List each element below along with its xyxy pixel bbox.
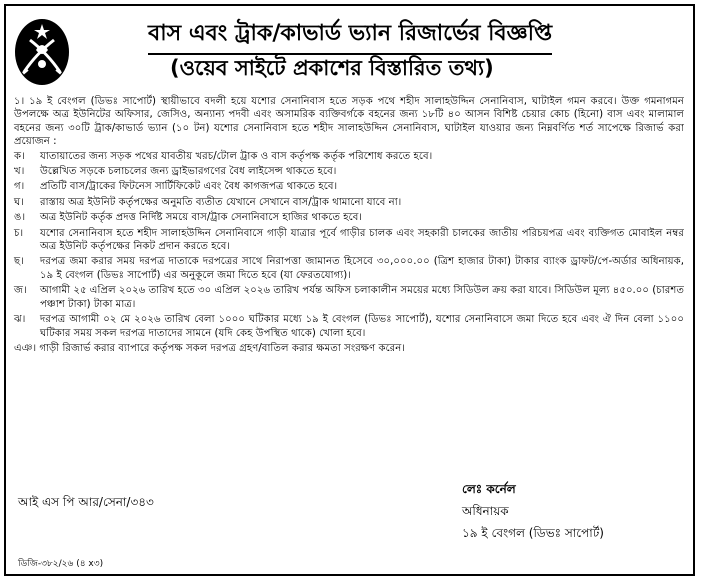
condition-text: অত্র ইউনিট কর্তৃক প্রদত্ত নির্দিষ্ট সময়ে বাস/ট্রাক সেনানিবাসে হাজির থাকতে হবে। bbox=[40, 212, 363, 224]
signatory-rank: লেঃ কর্নেল bbox=[462, 482, 516, 496]
condition-item bbox=[14, 227, 684, 254]
condition-item bbox=[14, 196, 684, 209]
signatory-designation: অধিনায়ক bbox=[462, 504, 509, 518]
signature-block bbox=[462, 478, 604, 544]
condition-label: ঝ। bbox=[14, 314, 26, 326]
condition-label: ক। bbox=[14, 150, 25, 162]
condition-text: যাতায়াতের জন্য সড়ক পথের যাবতীয় খরচ/টোল ট্রাক ও বাস কর্তৃপক্ষ কর্তৃক পরিশোধ করতে হবে। bbox=[40, 150, 433, 162]
reference-number: আই এস পি আর/সেনা/৩৪৩ bbox=[18, 495, 154, 509]
condition-text: আগামী ২৫ এপ্রিল ২০২৬ তারিখ হতে ৩০ এপ্রিল ২০২৬ তারিখ পর্যন্ত অফিস চলাকালীন সময়ের মধ্যে সিডিউল ক্রয় করা যাবে। সিডিউল মূল্য ৪৫০.০০ (চারশত পঞ্চাশ টাকা) টাকা মাত্র। bbox=[40, 285, 684, 310]
condition-item bbox=[14, 211, 684, 224]
condition-text: প্রতিটি বাস/ট্রাকের ফিটনেস সার্টিফিকেট এবং বৈধ কাগজপত্র থাকতে হবে। bbox=[40, 181, 338, 193]
condition-label: চ। bbox=[14, 227, 24, 239]
condition-item bbox=[14, 255, 684, 282]
condition-text: উল্লেখিত সড়কে চলাচলের জন্য ড্রাইভারগণের বৈধ লাইসেন্স থাকতে হবে। bbox=[40, 166, 337, 178]
condition-text: রাস্তায় অত্র ইউনিট কর্তৃপক্ষের অনুমতি ব্যতীত যেখানে সেখানে বাস/ট্রাক থামানো যাবে না। bbox=[40, 196, 402, 208]
notice-title-text: বাস এবং ট্রাক/কাভার্ড ভ্যান রিজার্ভের বিজ্ঞপ্তি bbox=[148, 21, 553, 46]
condition-item bbox=[14, 180, 684, 193]
condition-label: খ। bbox=[14, 166, 25, 178]
condition-label: ছ। bbox=[14, 256, 24, 268]
bangladesh-army-emblem-icon bbox=[14, 18, 70, 86]
condition-item bbox=[14, 313, 684, 340]
condition-label: গ। bbox=[14, 181, 25, 193]
condition-item bbox=[14, 284, 684, 311]
notice-body bbox=[14, 95, 684, 356]
condition-text: যশোর সেনানিবাস হতে শহীদ সালাহউদ্দিন সেনানিবাসে গাড়ী যাত্রার পূর্বে গাড়ীর চালক এবং সহকারী চালকের জাতীয় পরিচয়পত্র এবং ব্যক্তিগত মোবাইল নম্বর অত্র ইউনিট কর্তৃপক্ষের নিকট প্রদান করতে হবে। bbox=[40, 227, 684, 253]
condition-label: ঙ। bbox=[14, 212, 26, 224]
notice-title bbox=[148, 16, 552, 53]
intro-paragraph: ১। ১৯ ই বেংগল (ডিভঃ সাপোর্ট) স্থায়ীভাবে বদলী হয়ে যশোর সেনানিবাস হতে সড়ক পথে শহীদ সালাহউদ্দিন সেনানিবাস, ঘাটাইল গমন করবে। উক্ত গমনাগমন উপলক্ষে অত্র ইউনিটের অফিসার, জেসিও, অন্যান্য পদবী এবং অসামরিক ব্যক্তিবর্গকে বহনের জন্য ১৮টি ৪০ আসন বিশিষ্ট চেয়ার কোচ (হিনো) বাস এবং মালামাল বহনের জন্য ৩০টি ট্রাক/কাভার্ড ভ্যান (১০ টন) যশোর সেনানিবাস হতে শহীদ সালাহউদ্দিন সেনানিবাস, ঘাটাইল যাওয়ার জন্য নিম্নবর্ণিত শর্ত সাপেক্ষে রিজার্ভ করা প্রয়োজন : bbox=[14, 96, 684, 148]
notice-subtitle: (ওয়েব সাইটে প্রকাশের বিস্তারিত তথ্য) bbox=[170, 56, 494, 80]
condition-text: দরপত্র আগামী ০২ মে ২০২৬ তারিখ বেলা ১০০০ ঘটিকার মধ্যে ১৯ ই বেংগল (ডিভঃ সাপোর্ট), যশোর সেনানিবাসে জমা দিতে হবে এবং ঐ দিন বেলা ১১০০ ঘটিকার সময় সকল দরপত্র দাতাদের সামনে (যদি কেহ উপস্থিত থাকে) খোলা হবে। bbox=[40, 314, 684, 339]
condition-item bbox=[14, 165, 684, 178]
condition-item bbox=[14, 150, 684, 163]
condition-text: দরপত্র জমা করার সময় দরপত্র দাতাকে দরপত্রের সাথে নিরাপত্তা জামানত হিসেবে ৩০,০০০.০০ (ত্রিশ হাজার টাকা) টাকার ব্যাংক ড্রাফট/পে-অর্ডার অধিনায়ক, ১৯ ই বেংগল (ডিভঃ সাপোর্ট) এর অনুকূলে জমা দিতে হবে (যা ফেরতযোগ্য)। bbox=[40, 256, 684, 281]
final-note: এঞ। গাড়ী রিজার্ভ করার ব্যাপারে কর্তৃপক্ষ সকল দরপত্র গ্রহণ/বাতিল করার ক্ষমতা সংরক্ষণ করেন। bbox=[14, 342, 406, 354]
document-code: ডিজি-৩৮২/২৬ (৪ x৩) bbox=[18, 559, 104, 569]
condition-label: ঘ। bbox=[14, 196, 24, 208]
condition-label: জ। bbox=[14, 285, 27, 297]
signatory-unit: ১৯ ই বেংগল (ডিভঃ সাপোর্ট) bbox=[462, 526, 604, 540]
